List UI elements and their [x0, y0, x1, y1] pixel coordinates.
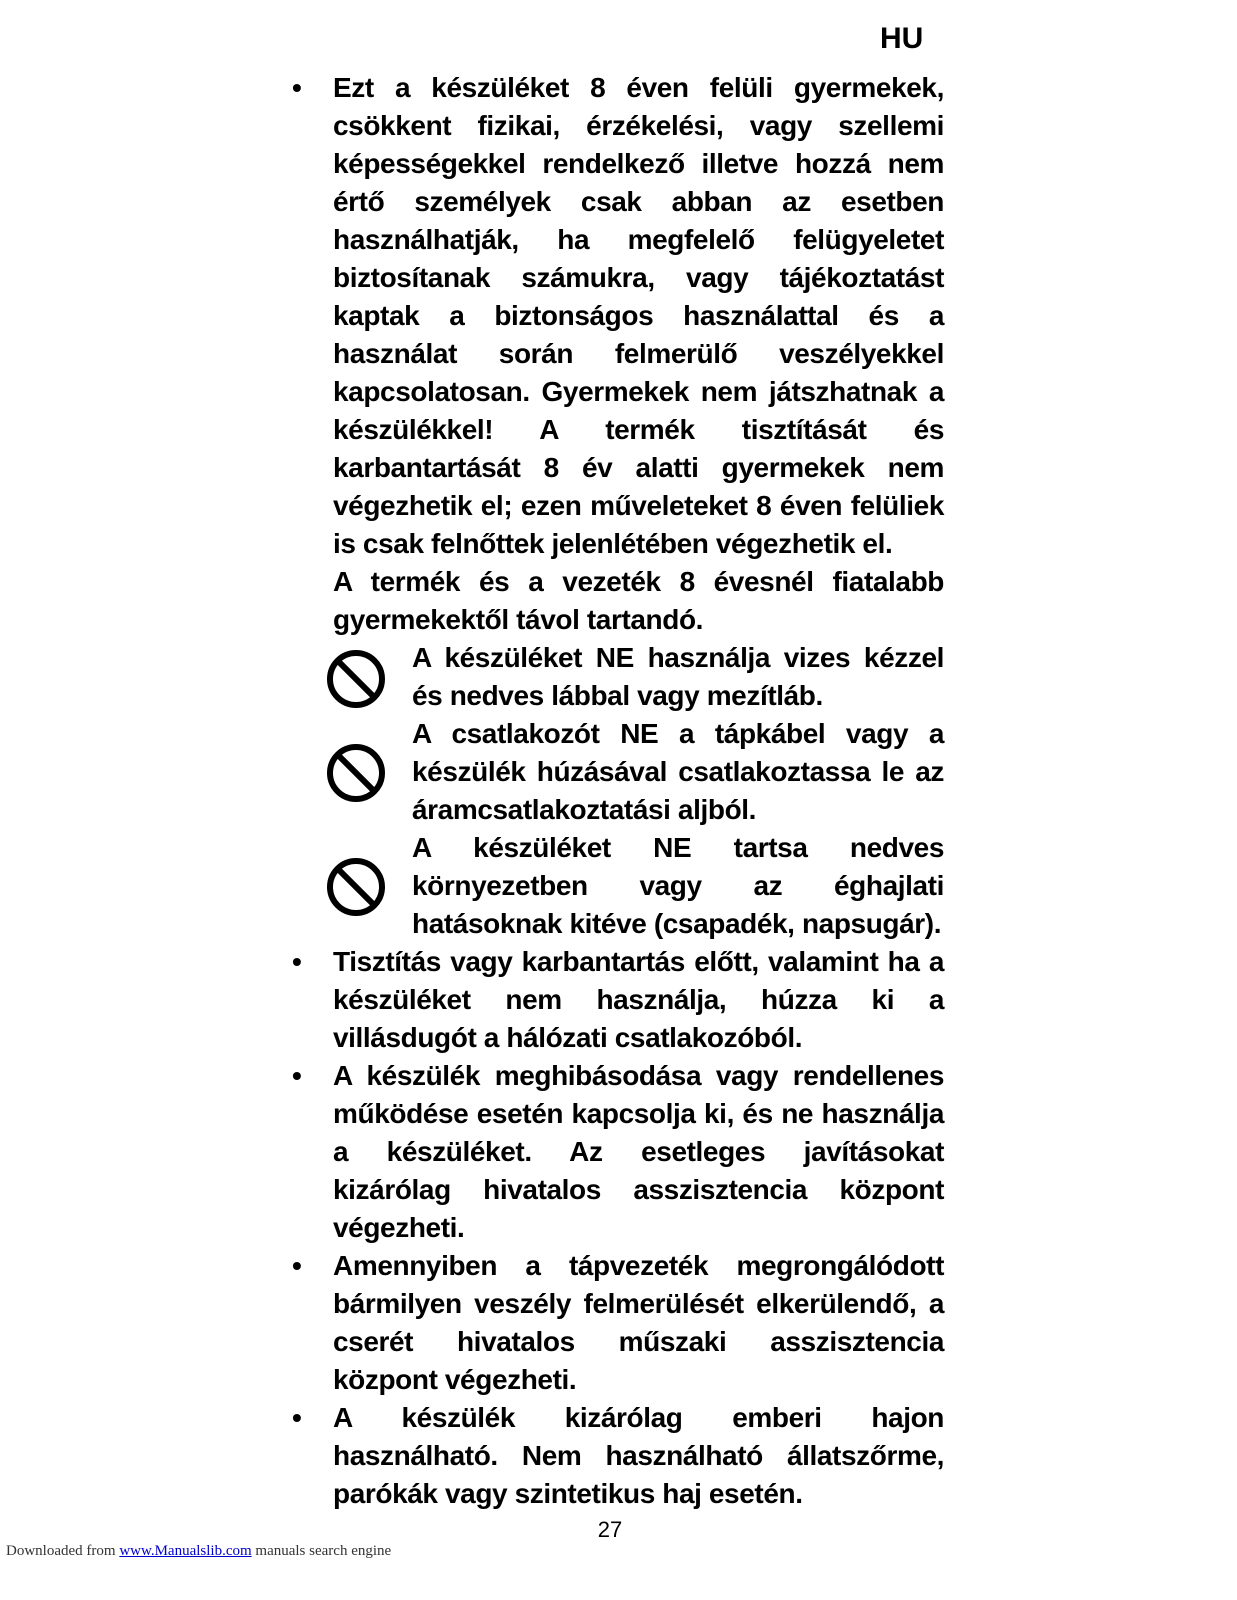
continuation-text: A termék és a vezeték 8 évesnél fiatalabb gyermekektől távol tartandó.	[333, 566, 944, 635]
warning-item	[292, 829, 944, 943]
bullet-symbol: •	[292, 1250, 302, 1281]
download-suffix: manuals search engine	[251, 1543, 392, 1559]
language-code: HU	[880, 22, 924, 55]
warning-item	[292, 639, 944, 715]
bullet-symbol: •	[292, 1060, 302, 1091]
prohibition-icon	[326, 743, 386, 803]
bullet-item	[292, 69, 944, 563]
bullet-item	[292, 1057, 944, 1247]
bullet-item	[292, 1399, 944, 1513]
manualslib-link[interactable]: www.Manualslib.com	[119, 1543, 252, 1559]
warning-text: A készüléket NE használja vizes kézzel és nedves lábbal vagy mezítláb.	[412, 642, 944, 711]
document-body	[292, 69, 944, 1513]
bullet-symbol: •	[292, 1402, 302, 1433]
warning-text: A csatlakozót NE a tápkábel vagy a készülék húzásával csatlakoztassa le az áramcsatlakoztatási aljból.	[412, 718, 944, 825]
bullet-text: Tisztítás vagy karbantartás előtt, valamint ha a készüléket nem használja, húzza ki a villásdugót a hálózati csatlakozóból.	[333, 946, 944, 1053]
prohibition-icon	[326, 649, 386, 709]
bullet-text: Ezt a készüléket 8 éven felüli gyermekek, csökkent fizikai, érzékelési, vagy szellemi képességekkel rendelkező illetve hozzá nem értő személyek csak abban az esetben használhatják, ha megfelelő felügyeletet biztosítanak számukra, vagy tájékoztatást kaptak a biztonságos használattal és a használat során felmerülő veszélyekkel kapcsolatosan. Gyermekek nem játszhatnak a készülékkel! A termék tisztítását és karbantartását 8 év alatti gyermekek nem végezhetik el; ezen műveleteket 8 éven felüliek is csak felnőttek jelenlétében végezhetik el.	[333, 72, 944, 559]
warning-item	[292, 715, 944, 829]
warning-text: A készüléket NE tartsa nedves környezetben vagy az éghajlati hatásoknak kitéve (csapadék, napsugár).	[412, 832, 944, 939]
bullet-text: A készülék meghibásodása vagy rendellenes működése esetén kapcsolja ki, és ne használja a készüléket. Az esetleges javításokat kizárólag hivatalos asszisztencia központ végezheti.	[333, 1060, 944, 1243]
bullet-text: Amennyiben a tápvezeték megrongálódott bármilyen veszély felmerülését elkerülendő, a cserét hivatalos műszaki asszisztencia központ végezheti.	[333, 1250, 944, 1395]
prohibition-icon	[326, 857, 386, 917]
bullet-symbol: •	[292, 72, 302, 103]
bullet-item	[292, 1247, 944, 1399]
bullet-symbol: •	[292, 946, 302, 977]
download-prefix: Downloaded from	[6, 1543, 120, 1559]
bullet-text: A készülék kizárólag emberi hajon használható. Nem használható állatszőrme, parókák vagy szintetikus haj esetén.	[333, 1402, 944, 1509]
page-number: 27	[597, 1517, 623, 1542]
download-footer	[6, 1542, 426, 1560]
bullet-item	[292, 943, 944, 1057]
continuation-paragraph	[292, 563, 944, 639]
